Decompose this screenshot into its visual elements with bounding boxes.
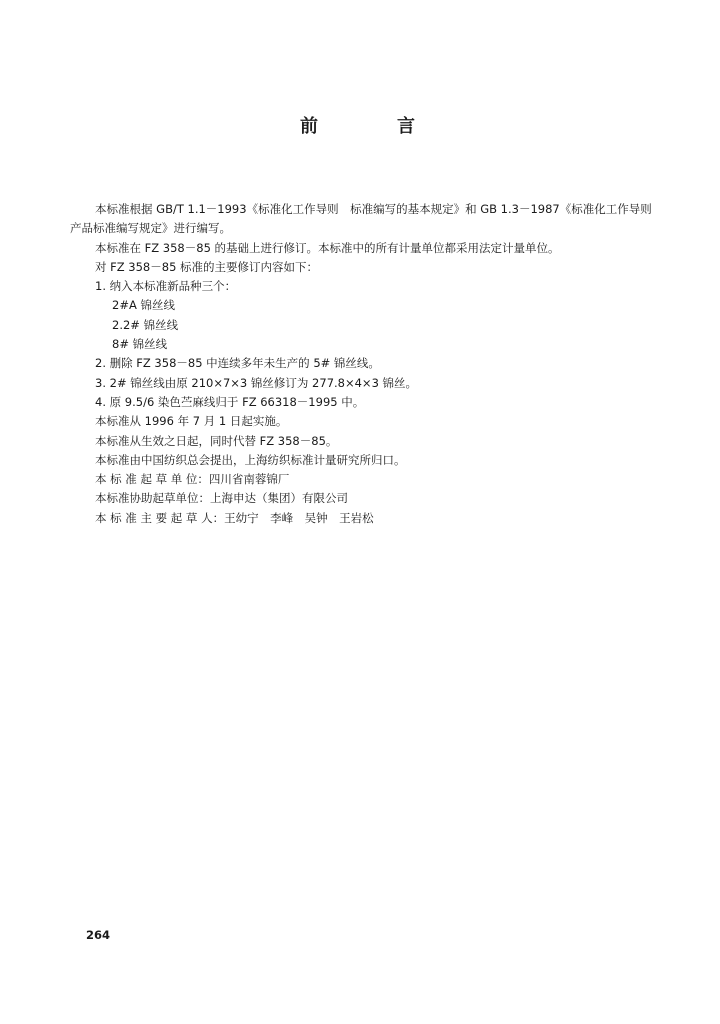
list-item-3: 3. 2# 锦丝线由原 210×7×3 锦丝修订为 277.8×4×3 锦丝。 [95, 375, 418, 390]
title-char-1: 前 [300, 116, 318, 137]
paragraph-replaces: 本标准从生效之日起，同时代替 FZ 358－85。 [95, 433, 338, 448]
title-char-2: 言 [397, 116, 415, 137]
sublist-item-3: 8# 锦丝线 [112, 337, 168, 352]
list-item-4: 4. 原 9.5/6 染色苎麻线归于 FZ 66318－1995 中。 [95, 394, 365, 409]
paragraph-revision: 本标准在 FZ 358－85 的基础上进行修订。本标准中的所有计量单位都采用法定计量单位。 [95, 240, 560, 255]
paragraph-basis: 本标准根据 GB/T 1.1－1993《标准化工作导则 标准编写的基本规定》和 GB 1.3－1987《标准化工作导则 产品标准编写规定》进行编写。 [70, 202, 664, 236]
sublist-item-1: 2#A 锦丝线 [112, 298, 175, 313]
sublist-item-2: 2.2# 锦丝线 [112, 317, 179, 332]
paragraph-assisting-unit: 本标准协助起草单位：上海申达（集团）有限公司 [95, 491, 348, 506]
list-item-2: 2. 删除 FZ 358－85 中连续多年未生产的 5# 锦丝线。 [95, 356, 380, 371]
paragraph-proposer: 本标准由中国纺织总会提出，上海纺织标准计量研究所归口。 [95, 452, 406, 467]
paragraph-drafters: 本 标 准 主 要 起 草 人：王幼宁 李峰 吴钟 王岩松 [95, 510, 374, 525]
paragraph-drafting-unit: 本 标 准 起 草 单 位：四川省南蓉锦厂 [95, 472, 290, 487]
paragraph-effective-date: 本标准从 1996 年 7 月 1 日起实施。 [95, 414, 288, 429]
page-number: 264 [86, 928, 111, 942]
list-item-1: 1. 纳入本标准新品种三个： [95, 279, 237, 294]
page-title [0, 114, 720, 144]
paragraph-changes-intro: 对 FZ 358－85 标准的主要修订内容如下： [95, 259, 319, 274]
foreword-body [70, 200, 664, 528]
